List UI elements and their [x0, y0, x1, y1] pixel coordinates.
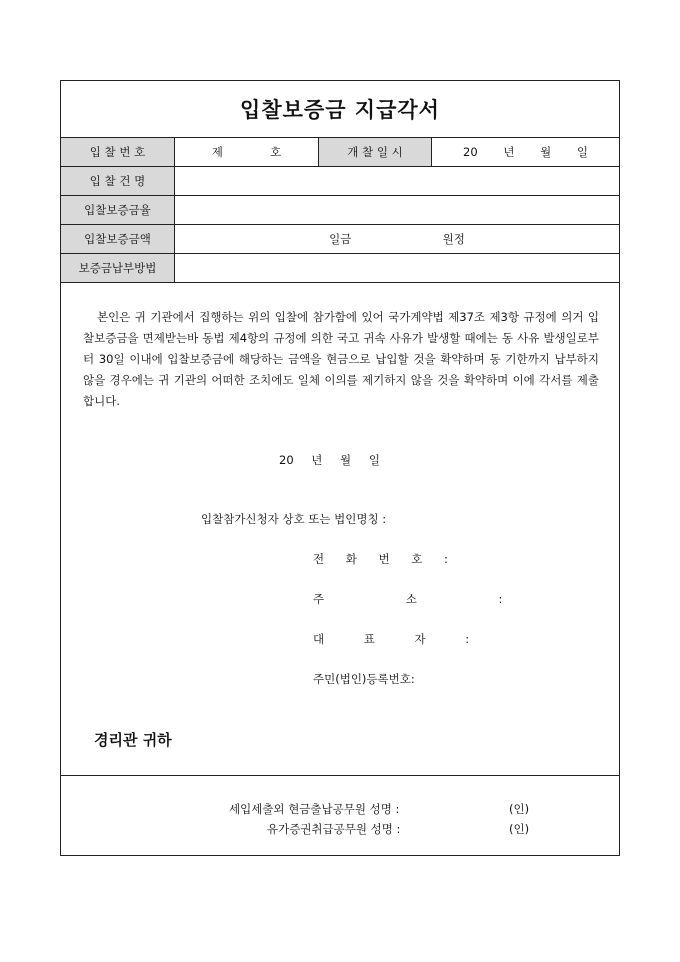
payment-method-value	[175, 254, 620, 283]
bond-amount-prefix: 일금	[329, 232, 352, 246]
bond-rate-label: 입찰보증금율	[61, 196, 175, 225]
securities-officer-label: 유가증권취급공무원 성명 :	[267, 822, 401, 836]
opening-date-value	[432, 138, 620, 167]
document-frame	[60, 80, 620, 856]
applicant-name-label: 입찰참가신청자 상호 또는 법인명칭 :	[201, 512, 387, 526]
bond-amount-value	[175, 225, 620, 254]
phone-label: 전 화 번 호 :	[313, 552, 448, 566]
address-label: 주 소 :	[313, 592, 503, 606]
row-bid-number	[61, 138, 619, 167]
cash-officer-seal: (인)	[509, 802, 530, 816]
bid-number-cell	[175, 138, 319, 167]
bid-number-prefix: 제	[211, 145, 223, 159]
bond-rate-value	[175, 196, 620, 225]
bid-number-label: 입 찰 번 호	[61, 138, 175, 167]
document-title: 입찰보증금 지급각서	[240, 97, 440, 122]
row-bond-amount	[61, 225, 619, 254]
cash-officer-label: 세입세출외 현금출납공무원 성명 :	[229, 802, 400, 816]
bid-name-value	[175, 167, 620, 196]
bond-amount-label: 입찰보증금액	[61, 225, 175, 254]
bid-number-suffix: 호	[270, 145, 282, 159]
info-table	[61, 137, 619, 283]
recipient: 경리관 귀하	[94, 731, 172, 749]
pledge-date: 20 년 월 일	[279, 453, 380, 467]
bond-amount-suffix: 원정	[442, 232, 465, 246]
pledge-paragraph	[83, 307, 599, 412]
bid-name-label: 입 찰 건 명	[61, 167, 175, 196]
opening-date-text: 20 년 월 일	[463, 145, 588, 159]
registration-number-label: 주민(법인)등록번호:	[313, 672, 415, 686]
representative-label: 대 표 자 :	[313, 632, 470, 646]
securities-officer-seal: (인)	[509, 822, 530, 836]
opening-date-label: 개 찰 일 시	[319, 138, 432, 167]
payment-method-label: 보증금납부방법	[61, 254, 175, 283]
row-bond-rate	[61, 196, 619, 225]
divider	[61, 775, 619, 776]
pledge-text: 본인은 귀 기관에서 집행하는 위의 입찰에 참가함에 있어 국가계약법 제37조 제3항 규정에 의거 입찰보증금을 면제받는바 동법 제4항의 규정에 의한 국고 귀속 사유가 발생할 때에는 동 사유 발생일로부터 30일 이내에 입찰보증금에 해당하는 금액을 현금으로 납입할 것을 확약하며 동 기한까지 납부하지 않을 경우에는 귀 기관의 어떠한 조치에도 일체 이의를 제기하지 않을 것을 확약하며 이에 각서를 제출합니다.	[83, 310, 599, 408]
row-payment-method	[61, 254, 619, 283]
row-bid-name	[61, 167, 619, 196]
